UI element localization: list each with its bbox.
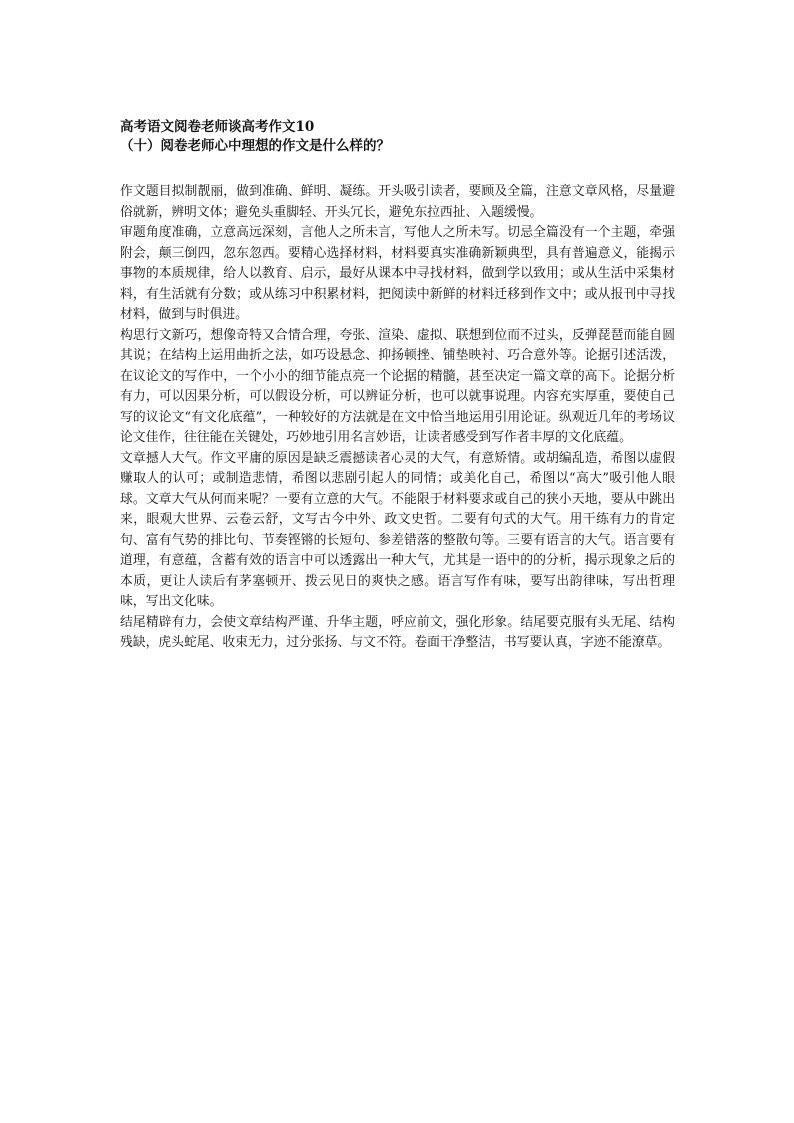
paragraph-grandeur: 文章撼人大气。作文平庸的原因是缺乏震撼读者心灵的大气，有意矫情。或胡编乱造，希图以虚假赚取人的认可；或制造悲情，希图以悲剧引起人的同情；或美化自己，希图以“高大”吸引他人眼球。文章大气从何而来呢？一要有立意的大气。不能限于材料要求或自己的狭小天地，要从中跳出来，眼观大世界、云卷云舒，文写古今中外、政文史哲。二要有句式的大气。用干练有力的肯定句、富有气势的排比句、节奏铿锵的长短句、参差错落的整散句等。三要有语言的大气。语言要有道理，有意蕴，含蓄有效的语言中可以透露出一种大气，尤其是一语中的的分析，揭示现象之后的本质，更让人读后有茅塞顿开、拨云见日的爽快之感。语言写作有味，要写出韵律味，写出哲理味，写出文化味。: [120, 450, 675, 609]
paragraph-title-and-opening: 作文题目拟制靓丽，做到准确、鲜明、凝练。开头吸引读者，要顾及全篇，注意文章风格，尽量避俗就新，辨明文体；避免头重脚轻、开头冗长，避免东拉西扯、入题缓慢。: [120, 184, 675, 220]
paragraph-ending-and-handwriting: 结尾精辟有力，会使文章结构严谨、升华主题，呼应前文，强化形象。结尾要克服有头无尾、结构残缺，虎头蛇尾、收束无力，过分张扬、与文不符。卷面干净整洁，书写要认真，字迹不能潦草。: [120, 614, 675, 650]
document-page: [120, 118, 675, 654]
document-title: 高考语文阅卷老师谈高考作文10: [120, 119, 315, 135]
paragraph-structure-and-argument: 构思行文新巧，想像奇特又合情合理，夸张、渲染、虚拟、联想到位而不过头，反弹琵琶而能自圆其说；在结构上运用曲折之法，如巧设悬念、抑扬顿挫、铺垫映衬、巧合意外等。论据引述活泼，在议论文的写作中，一个小小的细节能点亮一个论据的精髓，甚至决定一篇文章的高下。论据分析有力，可以因果分析，可以假设分析，可以辨证分析，也可以就事说理。内容充实厚重，要使自己写的议论文“有文化底蕴”，一种较好的方法就是在文中恰当地运用引用论证。纵观近几年的考场议论文佳作，往往能在关键处，巧妙地引用名言妙语，让读者感受到写作者丰厚的文化底蕴。: [120, 327, 675, 445]
document-subtitle: （十）阅卷老师心中理想的作文是什么样的？: [120, 138, 390, 154]
paragraph-topic-and-material: 审题角度准确，立意高远深刻，言他人之所未言，写他人之所未写。切忌全篇没有一个主题，牵强附会，颠三倒四，忽东忽西。要精心选择材料，材料要真实准确新颖典型，具有普遍意义，能揭示事物的本质规律，给人以教育、启示，最好从课本中寻找材料，做到学以致用；或从生活中采集材料，有生活就有分数；或从练习中积累材料，把阅读中新鲜的材料迁移到作文中；或从报刊中寻找材料，做到与时俱进。: [120, 225, 675, 322]
